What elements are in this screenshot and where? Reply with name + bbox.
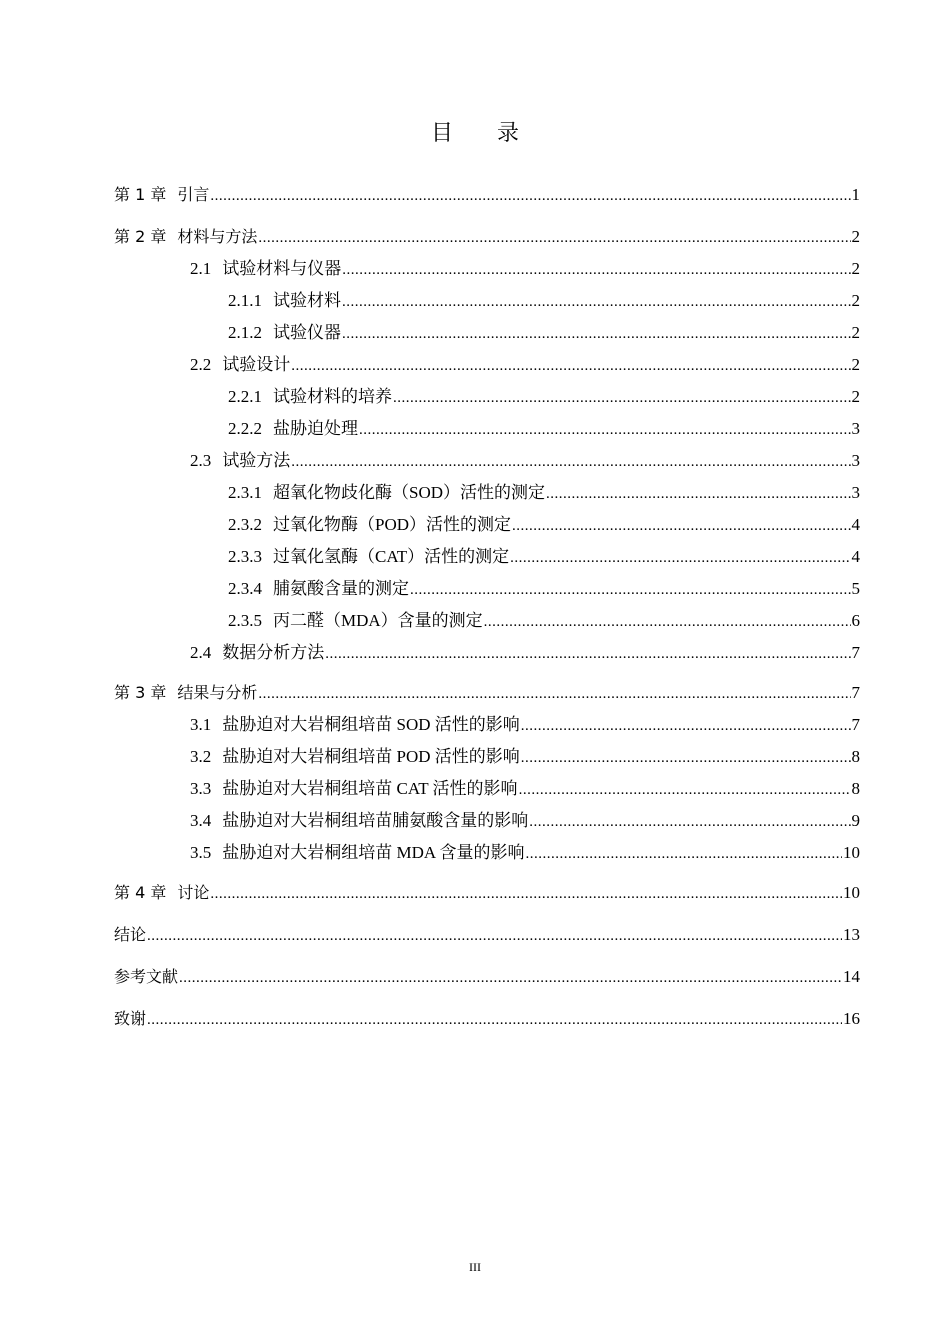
toc-entry-label: 试验材料的培养 [273, 387, 392, 406]
dot-leader [521, 747, 851, 769]
dot-leader [519, 779, 851, 801]
toc-entry-number: 2.3 [190, 451, 212, 470]
toc-entry-3-1[interactable] [190, 714, 860, 737]
toc-entry-2-1-1[interactable] [228, 290, 860, 313]
toc-entry-page: 2 [851, 227, 860, 246]
toc-entry-label: 试验材料与仪器 [222, 259, 342, 278]
toc-entry-page: 1 [851, 185, 860, 204]
toc-entry-3-2[interactable] [190, 746, 860, 769]
dot-leader [291, 451, 850, 473]
dot-leader [359, 419, 851, 441]
toc-entry-page: 6 [851, 611, 860, 630]
toc-entry-page: 9 [851, 811, 860, 830]
toc-entry-label: 试验设计 [222, 355, 291, 374]
toc-entry-2-3-3[interactable] [228, 546, 860, 569]
toc-entry-acknowledgements[interactable] [114, 1008, 860, 1031]
toc-entry-page: 2 [851, 355, 860, 374]
toc-entry-chapter-2[interactable] [114, 226, 860, 249]
page-number: III [469, 1260, 481, 1274]
toc-entry-number: 2.3.4 [228, 579, 262, 598]
toc-entry-chapter-1[interactable] [114, 184, 860, 207]
toc-entry-page: 3 [851, 483, 860, 502]
toc-entry-label: 引言 [177, 185, 210, 204]
dot-leader [147, 1009, 842, 1031]
toc-entry-conclusion[interactable] [114, 924, 860, 947]
dot-leader [512, 515, 850, 537]
toc-entry-3-3[interactable] [190, 778, 860, 801]
toc-entry-chapter-4[interactable] [114, 882, 860, 905]
toc-entry-label: 参考文献 [114, 967, 179, 986]
toc-entry-number: 2.3.5 [228, 611, 262, 630]
toc-entry-label: 过氧化物酶（POD）活性的测定 [273, 515, 512, 534]
toc-entry-number: 2.2.2 [228, 419, 262, 438]
toc-entry-2-4[interactable] [190, 642, 860, 665]
dot-leader [258, 227, 850, 249]
toc-entry-number: 2.3.2 [228, 515, 262, 534]
toc-entry-label: 丙二醛（MDA）含量的测定 [273, 611, 483, 630]
toc-entry-2-2-1[interactable] [228, 386, 860, 409]
toc-entry-page: 14 [843, 967, 860, 986]
dot-leader [210, 883, 842, 905]
toc-entry-number: 第 1 章 [114, 185, 167, 204]
toc-entry-2-3-5[interactable] [228, 610, 860, 633]
toc-title-part2: 录 [497, 121, 520, 146]
toc-entry-2-3-4[interactable] [228, 578, 860, 601]
toc-entry-2-1-2[interactable] [228, 322, 860, 345]
dot-leader [484, 611, 851, 633]
toc-entry-label: 脯氨酸含量的测定 [273, 579, 409, 598]
toc-entry-number: 3.5 [190, 843, 212, 862]
toc-entry-2-2[interactable] [190, 354, 860, 377]
dot-leader [179, 967, 842, 989]
toc-entry-number: 2.1 [190, 259, 212, 278]
toc-entry-page: 7 [851, 683, 860, 702]
toc-entry-page: 8 [851, 779, 860, 798]
toc-entry-page: 8 [851, 747, 860, 766]
toc-entry-label: 致谢 [114, 1009, 147, 1028]
dot-leader [525, 843, 842, 865]
toc-entry-page: 13 [843, 925, 860, 944]
toc-entry-page: 2 [851, 291, 860, 310]
dot-leader [410, 579, 851, 601]
toc-entry-number: 3.4 [190, 811, 212, 830]
toc-entry-2-3-2[interactable] [228, 514, 860, 537]
dot-leader [325, 643, 850, 665]
dot-leader [147, 925, 842, 947]
toc-entry-label: 超氧化物歧化酶（SOD）活性的测定 [273, 483, 546, 502]
dot-leader [510, 547, 850, 569]
toc-entry-page: 7 [851, 715, 860, 734]
toc-entry-label: 结论 [114, 925, 147, 944]
toc-entry-2-2-2[interactable] [228, 418, 860, 441]
toc-entry-page: 16 [843, 1009, 860, 1028]
toc-entry-number: 2.2.1 [228, 387, 262, 406]
toc-entry-page: 2 [851, 323, 860, 342]
toc-entry-number: 2.4 [190, 643, 212, 662]
toc-entry-label: 数据分析方法 [222, 643, 325, 662]
dot-leader [393, 387, 851, 409]
toc-entry-2-3[interactable] [190, 450, 860, 473]
toc-entry-number: 2.2 [190, 355, 212, 374]
toc-entry-number: 第 2 章 [114, 227, 167, 246]
toc-entry-label: 盐胁迫对大岩桐组培苗脯氨酸含量的影响 [222, 811, 529, 830]
toc-entry-page: 10 [843, 883, 860, 902]
toc-entry-references[interactable] [114, 966, 860, 989]
toc-entry-number: 2.3.1 [228, 483, 262, 502]
toc-entry-label: 盐胁迫对大岩桐组培苗 CAT 活性的影响 [222, 779, 518, 798]
toc-entry-page: 5 [851, 579, 860, 598]
toc-entry-chapter-3[interactable] [114, 682, 860, 705]
toc-entry-number: 2.1.1 [228, 291, 262, 310]
toc-entry-number: 第 4 章 [114, 883, 167, 902]
toc-entry-label: 结果与分析 [177, 683, 258, 702]
toc-entry-3-5[interactable] [190, 842, 860, 865]
toc-entry-label: 讨论 [177, 883, 210, 902]
toc-entry-label: 试验仪器 [273, 323, 341, 342]
toc-entry-number: 2.1.2 [228, 323, 262, 342]
dot-leader [546, 483, 850, 505]
toc-entry-label: 试验材料 [273, 291, 341, 310]
toc-entry-3-4[interactable] [190, 810, 860, 833]
dot-leader [258, 683, 850, 705]
toc-entry-page: 3 [851, 419, 860, 438]
dot-leader [342, 291, 851, 313]
toc-entry-number: 3.3 [190, 779, 212, 798]
toc-entry-2-3-1[interactable] [228, 482, 860, 505]
toc-entry-label: 过氧化氢酶（CAT）活性的测定 [273, 547, 510, 566]
toc-entry-number: 2.3.3 [228, 547, 262, 566]
toc-title-part1: 目 [430, 121, 453, 146]
dot-leader [521, 715, 851, 737]
toc-entry-number: 第 3 章 [114, 683, 167, 702]
toc-entry-page: 2 [851, 387, 860, 406]
dot-leader [291, 355, 850, 377]
toc-entry-page: 7 [851, 643, 860, 662]
dot-leader [342, 259, 850, 281]
toc-entry-label: 盐胁迫对大岩桐组培苗 POD 活性的影响 [222, 747, 520, 766]
dot-leader [210, 185, 850, 207]
toc-entry-number: 3.1 [190, 715, 212, 734]
toc-title [0, 116, 950, 147]
toc-entry-2-1[interactable] [190, 258, 860, 281]
toc-entry-page: 2 [851, 259, 860, 278]
toc-entry-label: 试验方法 [222, 451, 291, 470]
toc-entry-label: 盐胁迫对大岩桐组培苗 MDA 含量的影响 [222, 843, 525, 862]
toc-entry-number: 3.2 [190, 747, 212, 766]
toc-entry-page: 10 [843, 843, 860, 862]
dot-leader [342, 323, 851, 345]
toc-entry-page: 4 [851, 547, 860, 566]
toc-entry-label: 材料与方法 [177, 227, 258, 246]
toc-entry-label: 盐胁迫对大岩桐组培苗 SOD 活性的影响 [222, 715, 520, 734]
toc-entry-page: 3 [851, 451, 860, 470]
toc-entry-label: 盐胁迫处理 [273, 419, 358, 438]
dot-leader [529, 811, 850, 833]
toc-entry-page: 4 [851, 515, 860, 534]
